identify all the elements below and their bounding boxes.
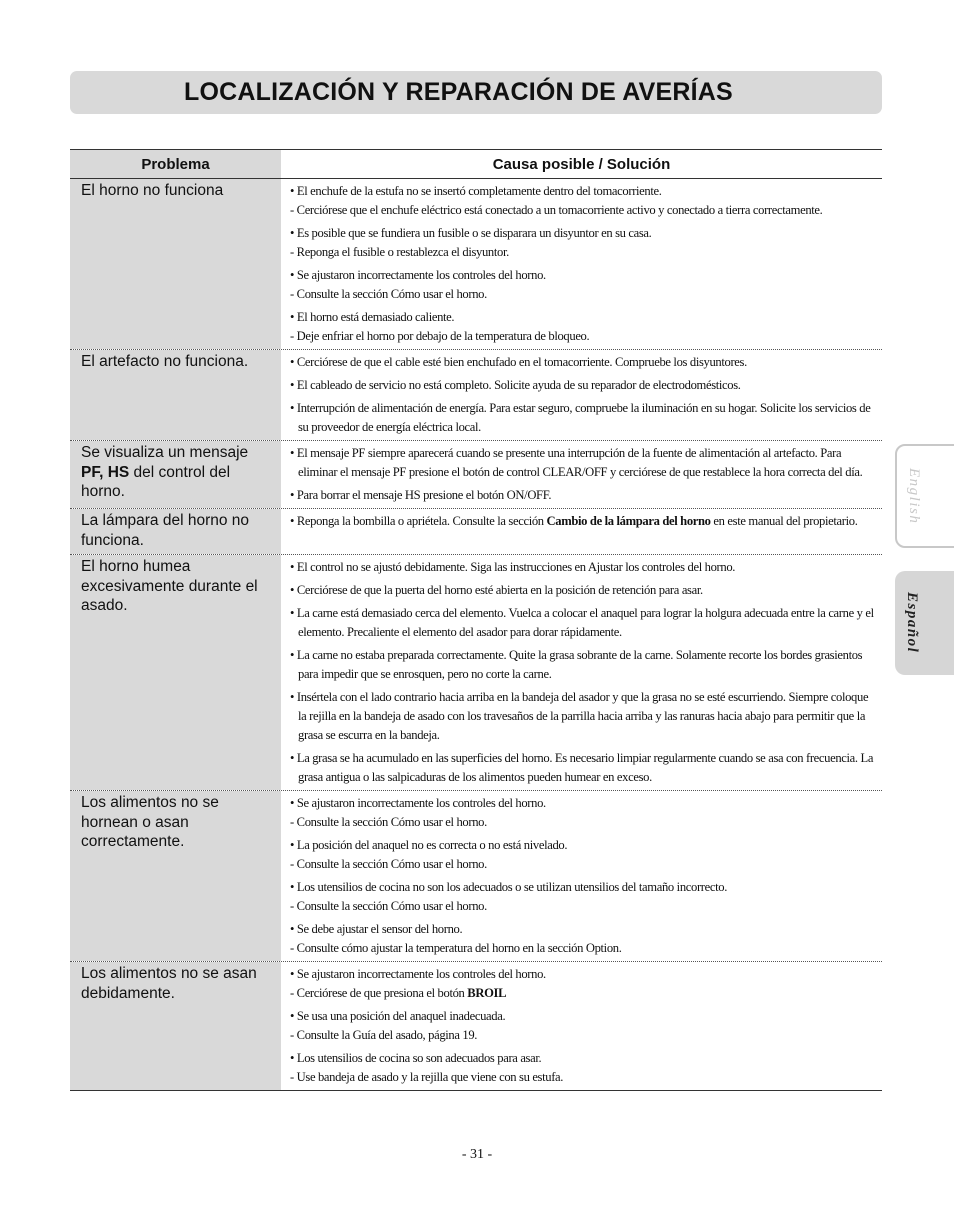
cause-text: • Los utensilios de cocina so son adecuados para asar. xyxy=(290,1051,542,1065)
cause-text: • El horno está demasiado caliente. xyxy=(290,310,455,324)
cause-text: • Cerciórese de que el cable esté bien enchufado en el tomacorriente. Compruebe los disyuntores. xyxy=(290,355,747,369)
cause-text-part: • Reponga la bombilla o apriétela. Consulte la sección xyxy=(290,514,547,528)
solution-cell xyxy=(281,441,882,508)
solution-cell xyxy=(281,509,882,554)
cause-text: • La carne no estaba preparada correctamente. Quite la grasa sobrante de la carne. Solamente recorte los bordes grasientos para impedir que se enrosquen, pero no corte la carne. xyxy=(290,648,863,681)
table-header xyxy=(70,149,882,179)
problem-cell: El horno humea excesivamente durante el asado. xyxy=(70,555,281,790)
cause-text: • La grasa se ha acumulado en las superficies del horno. Es necesario limpiar regularmente cuando se asa con frecuencia. La grasa antigua o las salpicaduras de los alimentos pueden humear en exceso. xyxy=(290,751,874,784)
fix-text: - Consulte la sección Cómo usar el horno. xyxy=(290,899,487,913)
page-number: - 31 - xyxy=(461,1147,493,1162)
table-row xyxy=(70,441,882,509)
list-item xyxy=(290,182,878,220)
cause-text: • Los utensilios de cocina no son los adecuados o se utilizan utensilios del tamaño incorrecto. xyxy=(290,880,728,894)
troubleshooting-table xyxy=(70,149,882,1091)
list-item xyxy=(290,836,878,874)
cause-text: • Se usa una posición del anaquel inadecuada. xyxy=(290,1009,506,1023)
table-row xyxy=(70,962,882,1091)
cause-text: • Cerciórese de que la puerta del horno esté abierta en la posición de retención para asar. xyxy=(290,583,703,597)
cause-text: • La posición del anaquel no es correcta o no está nivelado. xyxy=(290,838,568,852)
list-item xyxy=(290,224,878,262)
problem-cell: El horno no funciona xyxy=(70,179,281,349)
list-item xyxy=(290,878,878,916)
fix-text: - Consulte la Guía del asado, página 19. xyxy=(290,1028,478,1042)
fix-text: - Consulte cómo ajustar la temperatura del horno en la sección Option. xyxy=(290,941,622,955)
solution-cell xyxy=(281,791,882,961)
problem-cell: Los alimentos no se asan debidamente. xyxy=(70,962,281,1090)
list-item xyxy=(290,794,878,832)
solution-cell xyxy=(281,555,882,790)
fix-text: - Cerciórese que el enchufe eléctrico está conectado a un tomacorriente activo y conectado a tierra correctamente. xyxy=(290,203,823,217)
broil-button-label: BROIL xyxy=(467,986,507,1000)
section-reference: Cambio de la lámpara del horno xyxy=(546,514,711,528)
problem-code: PF, HS xyxy=(81,463,130,481)
problem-text: Se visualiza un mensaje xyxy=(81,444,249,461)
cause-text: • Se ajustaron incorrectamente los controles del horno. xyxy=(290,967,546,981)
list-item xyxy=(290,920,878,958)
cause-text: • Es posible que se fundiera un fusible o se disparara un disyuntor en su casa. xyxy=(290,226,652,240)
list-item xyxy=(290,308,878,346)
list-item xyxy=(290,1007,878,1045)
cause-text: • El mensaje PF siempre aparecerá cuando se presente una interrupción de la fuente de alimentación al artefacto. Para eliminar el mensaje PF presione el botón de control CLEAR/OFF y cerciórese de que restablece la hora correcta del día. xyxy=(290,446,863,479)
table-row xyxy=(70,509,882,555)
header-solution: Causa posible / Solución xyxy=(492,155,671,173)
table-row xyxy=(70,179,882,350)
problem-cell: Los alimentos no se hornean o asan correctamente. xyxy=(70,791,281,961)
fix-text: - Deje enfriar el horno por debajo de la temperatura de bloqueo. xyxy=(290,329,590,343)
tab-english-label-wrap xyxy=(905,446,922,546)
cause-text: • Se debe ajustar el sensor del horno. xyxy=(290,922,463,936)
table-row xyxy=(70,791,882,962)
cause-text: • La carne está demasiado cerca del elemento. Vuelca a colocar el anaquel para lograr la holgura adecuada entre la carne y el elemento. Precaliente el elemento del asador para dorar rápidamente. xyxy=(290,606,874,639)
tab-espanol-label: Español xyxy=(904,592,920,654)
problem-cell: La lámpara del horno no funciona. xyxy=(70,509,281,554)
page-title: LOCALIZACIÓN Y REPARACIÓN DE AVERÍAS xyxy=(184,78,733,106)
fix-text xyxy=(290,984,878,1003)
table-row xyxy=(70,350,882,441)
cause-text xyxy=(290,512,878,531)
tab-espanol[interactable] xyxy=(895,571,954,675)
solution-cell xyxy=(281,350,882,440)
problem-cell: El artefacto no funciona. xyxy=(70,350,281,440)
fix-text: - Use bandeja de asado y la rejilla que viene con su estufa. xyxy=(290,1070,564,1084)
problem-text: del control del horno. xyxy=(81,463,231,500)
tab-english-label: English xyxy=(906,467,922,525)
fix-text: - Consulte la sección Cómo usar el horno. xyxy=(290,815,487,829)
cause-text: • El enchufe de la estufa no se insertó completamente dentro del tomacorriente. xyxy=(290,184,662,198)
header-problem: Problema xyxy=(70,150,281,178)
solution-cell xyxy=(281,179,882,349)
fix-text-part: - Cerciórese de que presiona el botón xyxy=(290,986,468,1000)
cause-text: • El control no se ajustó debidamente. Siga las instrucciones en Ajustar los controles del horno. xyxy=(290,560,736,574)
problem-cell xyxy=(70,441,281,508)
fix-text: - Reponga el fusible o restablezca el disyuntor. xyxy=(290,245,509,259)
title-bar xyxy=(70,71,882,114)
cause-text: • Insértela con el lado contrario hacia arriba en la bandeja del asador y que la grasa no se esté escurriendo. Siempre coloque la rejilla en la bandeja de asado con los travesaños de la parrilla hacia arriba y las ranuras hacia abajo para permitir que la grasa se escurra en la bandeja. xyxy=(290,690,869,742)
table-row xyxy=(70,555,882,791)
cause-text-part: en este manual del propietario. xyxy=(710,514,858,528)
cause-text: • El cableado de servicio no está completo. Solicite ayuda de su reparador de electrodomésticos. xyxy=(290,378,741,392)
list-item xyxy=(290,1049,878,1087)
solution-cell xyxy=(281,962,882,1090)
fix-text: - Consulte la sección Cómo usar el horno. xyxy=(290,287,487,301)
cause-text: • Para borrar el mensaje HS presione el botón ON/OFF. xyxy=(290,488,552,502)
tab-espanol-label-wrap xyxy=(903,571,920,675)
list-item xyxy=(290,266,878,304)
cause-text: • Se ajustaron incorrectamente los controles del horno. xyxy=(290,796,546,810)
cause-text: • Interrupción de alimentación de energía. Para estar seguro, compruebe la iluminación en su hogar. Solicite los servicios de su proveedor de energía eléctrica local. xyxy=(290,401,871,434)
tab-english[interactable] xyxy=(895,444,954,548)
fix-text: - Consulte la sección Cómo usar el horno. xyxy=(290,857,487,871)
cause-text: • Se ajustaron incorrectamente los controles del horno. xyxy=(290,268,546,282)
list-item xyxy=(290,965,878,1003)
